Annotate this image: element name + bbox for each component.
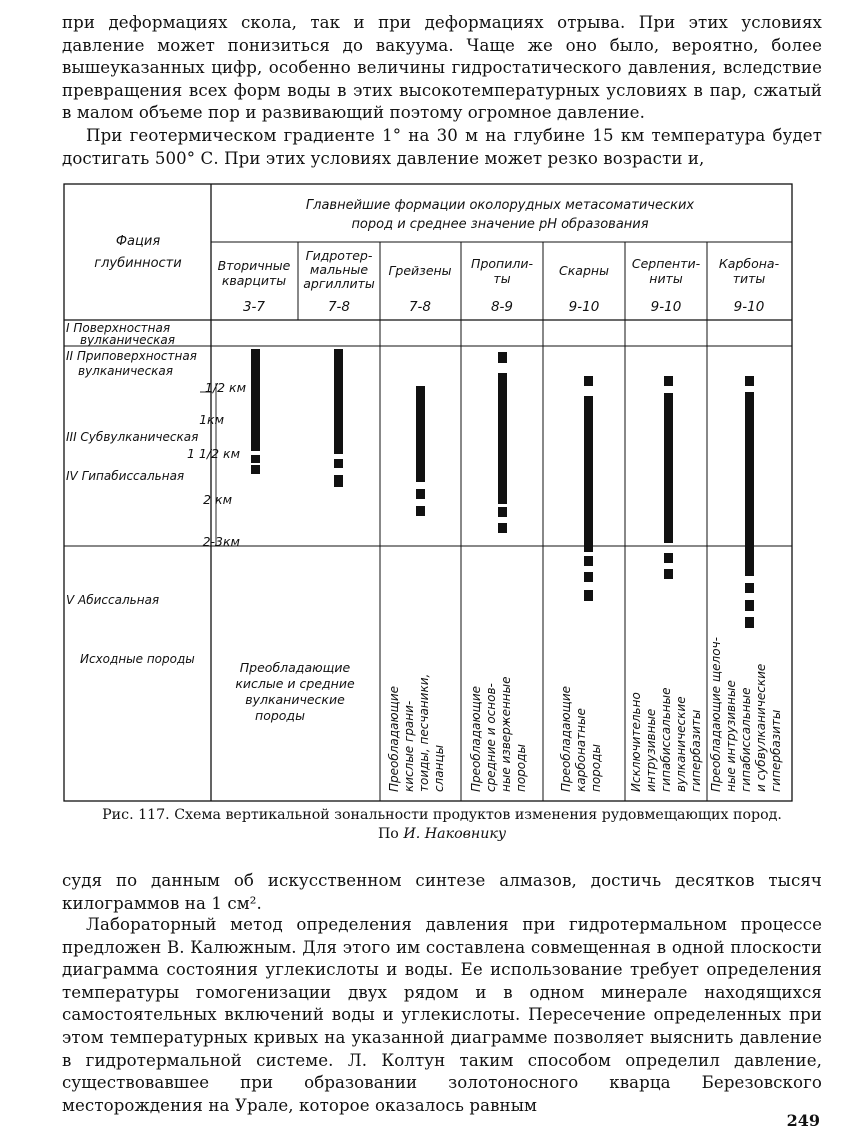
- facies-header-line2: глубинности: [94, 256, 182, 271]
- source-col12-l2: кислые и средние: [235, 676, 355, 691]
- range-bar: [745, 617, 754, 628]
- caption-by: По: [377, 826, 399, 842]
- range-bar: [584, 590, 593, 601]
- range-bar: [498, 352, 507, 363]
- depth-label: 1км: [199, 412, 224, 427]
- header-main-line2: пород и среднее значение pH образования: [351, 217, 649, 232]
- header-main-line1: Главнейшие формации околорудных метасоматических: [305, 198, 695, 213]
- source-col4-l3: ные изверженные: [499, 676, 513, 792]
- source-col3-l1: Преобладающие: [387, 685, 401, 792]
- facies-2-line2: вулканическая: [78, 364, 173, 378]
- depth-label: 1/2 км: [204, 380, 246, 395]
- range-bar: [664, 376, 673, 386]
- col4-name-l1: Пропили-: [471, 256, 533, 271]
- range-bar: [745, 376, 754, 386]
- range-bar: [334, 349, 343, 454]
- col1-name-l1: Вторичные: [217, 258, 291, 273]
- range-bar: [664, 569, 673, 579]
- source-col7-l2: ные интрузивные: [724, 680, 738, 792]
- source-col6-l5: гипербазиты: [689, 709, 703, 792]
- facies-5: V Абиссальная: [66, 593, 160, 607]
- paragraph-bottom-1: судя по данным об искусственном синтезе алмазов, достичь десятков тысяч килограммов на 1 см².: [62, 871, 822, 913]
- range-bar: [664, 393, 673, 543]
- col7-ph: 9-10: [733, 299, 765, 315]
- facies-4: IV Гипабиссальная: [66, 469, 185, 483]
- col6-name-l1: Серпенти-: [631, 256, 701, 271]
- source-col12-l3: вулканические: [245, 692, 345, 707]
- caption-attribution: [62, 825, 822, 844]
- source-col7-l3: гипабиссальные: [739, 687, 753, 792]
- range-bar: [498, 373, 507, 504]
- source-col3-l3: тоиды, песчаники,: [417, 673, 431, 792]
- range-bar: [416, 506, 425, 516]
- range-bar: [584, 556, 593, 566]
- col1-ph: 3-7: [242, 299, 266, 315]
- range-bar: [251, 349, 260, 451]
- source-col7-l4: и субвулканические: [754, 663, 768, 792]
- source-col6-l3: гипабиссальные: [659, 687, 673, 792]
- facies-2-line1: II Приповерхностная: [66, 349, 197, 363]
- page-number: 249: [786, 1111, 820, 1130]
- facies-1-line2: вулканическая: [80, 333, 175, 347]
- col5-name-l1: Скарны: [559, 263, 609, 278]
- source-col4-l2: средние и основ-: [484, 683, 498, 792]
- col3-name-l1: Грейзены: [388, 263, 452, 278]
- range-bar: [584, 396, 593, 552]
- source-col5-l1: Преобладающие: [559, 685, 573, 792]
- col2-name-l3: аргиллиты: [303, 276, 375, 291]
- col4-name-l2: ты: [493, 271, 511, 286]
- col7-name-l1: Карбона-: [718, 256, 780, 271]
- col2-ph: 7-8: [327, 299, 351, 315]
- source-col6-l4: вулканические: [674, 696, 688, 792]
- col2-name-l2: мальные: [309, 262, 369, 277]
- source-col6-l2: интрузивные: [644, 708, 658, 792]
- range-bar: [584, 572, 593, 582]
- source-col3-l2: кислые грани-: [402, 700, 416, 792]
- paragraph-top-1: при деформациях скола, так и при деформациях отрыва. При этих условиях давление может понизиться до вакуума. Чаще же оно было, вероятно, более вышеуказанных цифр, особенно величины гидростатического давления, вследствие превращения всех форм воды в этих высокотемпературных условиях в пар, сжатый в малом объеме пор и развивающий поэтому огромное давление.: [62, 13, 822, 123]
- source-col6-l1: Исключительно: [629, 692, 643, 792]
- source-col5-l2: карбонатные: [574, 708, 588, 792]
- col5-ph: 9-10: [568, 299, 600, 315]
- range-bar: [416, 489, 425, 499]
- col1-name-l2: кварциты: [221, 273, 287, 288]
- facies-header-line1: Фация: [115, 234, 161, 249]
- caption-main: Рис. 117. Схема вертикальной зональности продуктов изменения рудовмещающих пород.: [102, 807, 782, 823]
- source-col12-l4: породы: [255, 708, 305, 723]
- range-bar: [251, 455, 260, 463]
- col7-name-l2: титы: [732, 271, 766, 286]
- source-col12-l1: Преобладающие: [239, 660, 351, 675]
- range-bar: [584, 376, 593, 386]
- paragraph-top-2: При геотермическом градиенте 1° на 30 м на глубине 15 км температура будет достигать 500° С. При этих условиях давление может резко возрасти и,: [62, 126, 822, 168]
- depth-label: 2 км: [203, 492, 232, 507]
- range-bar: [334, 475, 343, 487]
- depth-label: 1 1/2 км: [187, 446, 240, 461]
- figure-caption: [62, 806, 822, 844]
- range-bar: [251, 465, 260, 474]
- facies-1-line1: I Поверхностная: [66, 321, 171, 335]
- range-bar: [498, 507, 507, 517]
- col4-ph: 8-9: [490, 299, 514, 315]
- range-bar: [334, 459, 343, 468]
- depth-label: 2-3км: [202, 534, 240, 549]
- facies-3: III Субвулканическая: [66, 430, 199, 444]
- source-col3-l4: сланцы: [432, 744, 446, 792]
- paragraph-bottom-2: Лабораторный метод определения давления при гидротермальном процессе предложен В. Калюжным. Для этого им составлена совмещенная в одной плоскости диаграмма состояния углекислоты и воды. Ее использование требует определения температуры гомогенизации двух рядом и в одном минерале находящихся самостоятельных включений воды и углекислоты. Пересечение определенных при этом температурных кривых на указанной диаграмме позволяет выяснить давление в гидротермальной системе. Л. Колтун таким способом определил давление, существовавшее при образовании золотоносного кварца Березовского месторождения на Урале, которое оказалось равным: [62, 915, 822, 1115]
- range-bar: [745, 600, 754, 611]
- source-col7-l1: Преобладающие щелоч-: [709, 637, 723, 792]
- source-col5-l3: породы: [589, 744, 603, 792]
- range-bar: [745, 583, 754, 593]
- range-bar: [498, 523, 507, 533]
- range-bar: [416, 386, 425, 482]
- source-rocks-label: Исходные породы: [80, 652, 195, 666]
- source-col4-l1: Преобладающие: [469, 685, 483, 792]
- source-col4-l4: породы: [514, 744, 528, 792]
- col6-ph: 9-10: [650, 299, 682, 315]
- caption-author: И. Наковнику: [403, 826, 507, 842]
- col3-ph: 7-8: [408, 299, 432, 315]
- range-bar: [664, 553, 673, 563]
- source-col7-l5: гипербазиты: [769, 709, 783, 792]
- range-bar: [745, 392, 754, 576]
- col6-name-l2: ниты: [649, 271, 683, 286]
- col2-name-l1: Гидротер-: [305, 248, 373, 263]
